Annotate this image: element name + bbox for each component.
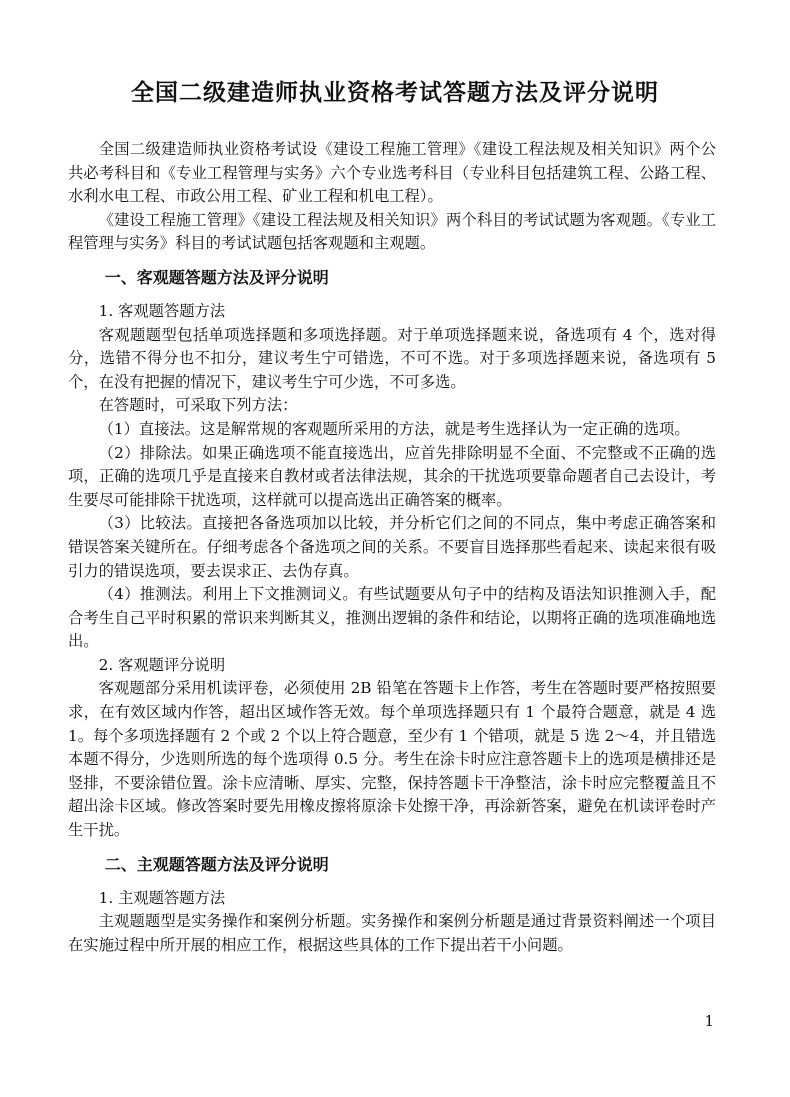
section-2-heading: 二、主观题答题方法及评分说明 <box>104 854 329 874</box>
document-body <box>68 138 716 957</box>
method-inference: （4）推测法。利用上下文推测词义。有些试题要从句子中的结构及语法知识推测入手，配合考生自己平时积累的常识来判断其义，推测出逻辑的条件和结论，以期将正确的选项准确地选出。 <box>68 585 716 651</box>
intro-paragraph-2: 《建设工程施工管理》《建设工程法规及相关知识》两个科目的考试试题为客观题。《专业工程管理与实务》科目的考试试题包括客观题和主观题。 <box>68 210 716 253</box>
section-1-subheading-1: 1. 客观题答题方法 <box>98 301 226 320</box>
question-types-paragraph: 客观题题型包括单项选择题和多项选择题。对于单项选择题来说，备选项有 4 个，选对得分，选错不得分也不扣分，建议考生宁可错选，不可不选。对于多项选择题来说，备选项有 5 个，在没有把握的情况下，建议考生宁可少选，不可多选。 <box>68 325 716 391</box>
section-2-subheading-1: 1. 主观题答题方法 <box>98 888 226 907</box>
objective-scoring-paragraph: 客观题部分采用机读评卷，必须使用 2B 铅笔在答题卡上作答，考生在答题时要严格按照要求，在有效区域内作答，超出区域作答无效。每个单项选择题只有 1 个最符合题意，就是 4 选 1。每个多项选择题有 2 个或 2 个以上符合题意，至少有 1 个错项，就是 5 选 2～4，并且错选本题不得分，少选则所选的每个选项得 0.5 分。考生在涂卡时应注意答题卡上的选项是横排还是竖排，不要涂错位置。涂卡应清晰、厚实、完整，保持答题卡干净整洁，涂卡时应完整覆盖且不超出涂卡区域。修改答案时要先用橡皮擦将原涂卡处擦干净，再涂新答案，避免在机读评卷时产生干扰。 <box>68 679 716 840</box>
method-comparison: （3）比较法。直接把各备选项加以比较，并分析它们之间的不同点，集中考虑正确答案和错误答案关键所在。仔细考虑各个备选项之间的关系。不要盲目选择那些看起来、读起来很有吸引力的错误选项，要去误求正、去伪存真。 <box>68 514 716 580</box>
page-title: 全国二级建造师执业资格考试答题方法及评分说明 <box>131 80 659 106</box>
page-number: 1 <box>704 1012 714 1030</box>
methods-intro: 在答题时，可采取下列方法： <box>98 396 298 415</box>
section-1-subheading-2: 2. 客观题评分说明 <box>98 655 226 674</box>
method-elimination: （2）排除法。如果正确选项不能直接选出，应首先排除明显不全面、不完整或不正确的选项，正确的选项几乎是直接来自教材或者法律法规，其余的干扰选项要靠命题者自己去设计，考生要尽可能排除干扰选项，这样就可以提高选出正确答案的概率。 <box>68 443 716 509</box>
section-1-heading: 一、客观题答题方法及评分说明 <box>104 267 329 287</box>
intro-paragraph-1: 全国二级建造师执业资格考试设《建设工程施工管理》《建设工程法规及相关知识》两个公共必考科目和《专业工程管理与实务》六个专业选考科目（专业科目包括建筑工程、公路工程、水利水电工程、市政公用工程、矿业工程和机电工程）。 <box>68 140 716 206</box>
method-direct: （1）直接法。这是解常规的客观题所采用的方法，就是考生选择认为一定正确的选项。 <box>98 419 690 438</box>
subjective-method-paragraph: 主观题题型是实务操作和案例分析题。实务操作和案例分析题是通过背景资料阐述一个项目在实施过程中所开展的相应工作，根据这些具体的工作下提出若干小问题。 <box>68 912 716 954</box>
